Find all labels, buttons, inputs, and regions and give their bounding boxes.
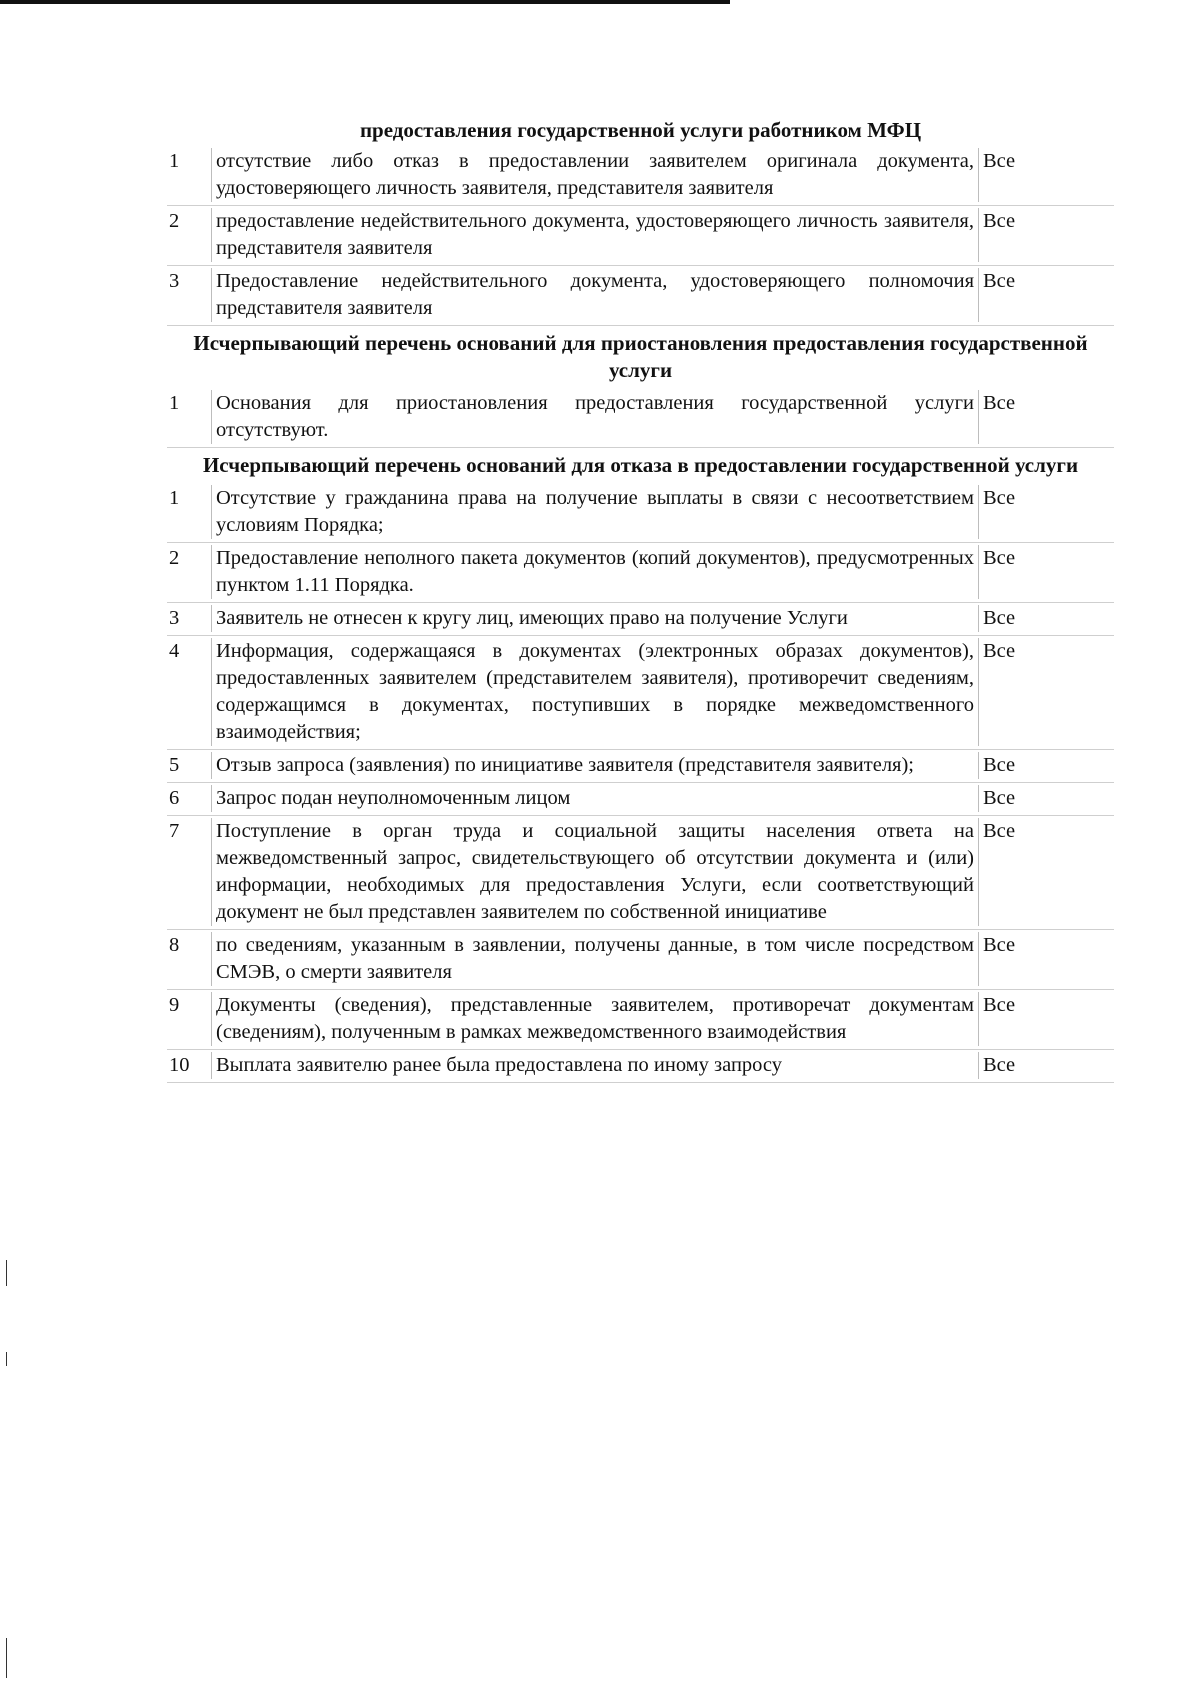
row-text: Информация, содержащаяся в документах (электронных образах документов), предоставленных заявителем (представителем заявителя), противоречит сведениям, содержащимся в документах, поступивших в порядке межведомственного взаимодействия; [211, 638, 979, 746]
table-row [167, 206, 1114, 266]
row-text: Предоставление неполного пакета документов (копий документов), предусмотренных пунктом 1.11 Порядка. [211, 545, 979, 599]
row-number: 1 [169, 150, 180, 172]
section-title: предоставления государственной услуги работником МФЦ [359, 118, 922, 142]
row-scope: Все [983, 392, 1016, 414]
row-scope: Все [983, 547, 1016, 569]
table-row [167, 483, 1114, 543]
document-page [167, 117, 1114, 1083]
section3-table [167, 483, 1114, 1083]
row-scope: Все [983, 487, 1016, 509]
row-scope: Все [983, 754, 1016, 776]
row-text: отсутствие либо отказ в предоставлении заявителем оригинала документа, удостоверяющего личность заявителя, представителя заявителя [211, 148, 979, 202]
row-scope: Все [983, 934, 1016, 956]
row-scope: Все [983, 640, 1016, 662]
table-row [167, 266, 1114, 326]
row-text: Предоставление недействительного документа, удостоверяющего полномочия представителя заявителя [211, 268, 979, 322]
row-scope: Все [983, 1054, 1016, 1076]
table-row [167, 930, 1114, 990]
row-number: 5 [169, 754, 180, 776]
row-text: Выплата заявителю ранее была предоставлена по иному запросу [211, 1052, 979, 1079]
scan-artifact [6, 1638, 7, 1678]
row-number: 1 [169, 392, 180, 414]
scan-top-edge [0, 0, 730, 4]
row-scope: Все [983, 787, 1016, 809]
table-row [167, 543, 1114, 603]
section1-table [167, 146, 1114, 326]
row-scope: Все [983, 270, 1016, 292]
table-row [167, 603, 1114, 636]
table-row [167, 816, 1114, 930]
row-number: 7 [169, 820, 180, 842]
row-scope: Все [983, 820, 1016, 842]
row-number: 2 [169, 547, 180, 569]
row-text: Поступление в орган труда и социальной защиты населения ответа на межведомственный запрос, свидетельствующего об отсутствии документа и (или) информации, необходимых для предоставления Услуги, если соответствующий документ не был представлен заявителем по собственной инициативе [211, 818, 979, 926]
row-text: по сведениям, указанным в заявлении, получены данные, в том числе посредством СМЭВ, о смерти заявителя [211, 932, 979, 986]
row-number: 6 [169, 787, 180, 809]
row-text: Отсутствие у гражданина права на получение выплаты в связи с несоответствием условиям Порядка; [211, 485, 979, 539]
row-number: 3 [169, 270, 180, 292]
row-number: 3 [169, 607, 180, 629]
table-row [167, 750, 1114, 783]
table-row [167, 636, 1114, 750]
table-row [167, 783, 1114, 816]
table-row [167, 990, 1114, 1050]
row-number: 2 [169, 210, 180, 232]
row-text: предоставление недействительного документа, удостоверяющего личность заявителя, представителя заявителя [211, 208, 979, 262]
row-scope: Все [983, 994, 1016, 1016]
row-number: 9 [169, 994, 180, 1016]
row-text: Запрос подан неуполномоченным лицом [211, 785, 979, 812]
table-row [167, 388, 1114, 448]
row-text: Основания для приостановления предоставления государственной услуги отсутствуют. [211, 390, 979, 444]
row-scope: Все [983, 607, 1016, 629]
row-number: 8 [169, 934, 180, 956]
row-scope: Все [983, 150, 1016, 172]
table-row [167, 146, 1114, 206]
scan-artifact [6, 1352, 7, 1366]
refusal-heading: Исчерпывающий перечень оснований для отказа в предоставлении государственной услуги [202, 453, 1079, 477]
suspension-heading: Исчерпывающий перечень оснований для приостановления предоставления государственной услуги [193, 331, 1088, 382]
row-text: Заявитель не отнесен к кругу лиц, имеющих право на получение Услуги [211, 605, 979, 632]
scan-artifact [6, 1260, 7, 1286]
row-scope: Все [983, 210, 1016, 232]
row-number: 4 [169, 640, 180, 662]
row-text: Отзыв запроса (заявления) по инициативе заявителя (представителя заявителя); [211, 752, 979, 779]
table-row [167, 1050, 1114, 1083]
row-number: 10 [169, 1054, 190, 1076]
section2-table [167, 388, 1114, 448]
row-number: 1 [169, 487, 180, 509]
row-text: Документы (сведения), представленные заявителем, противоречат документам (сведениям), полученным в рамках межведомственного взаимодействия [211, 992, 979, 1046]
